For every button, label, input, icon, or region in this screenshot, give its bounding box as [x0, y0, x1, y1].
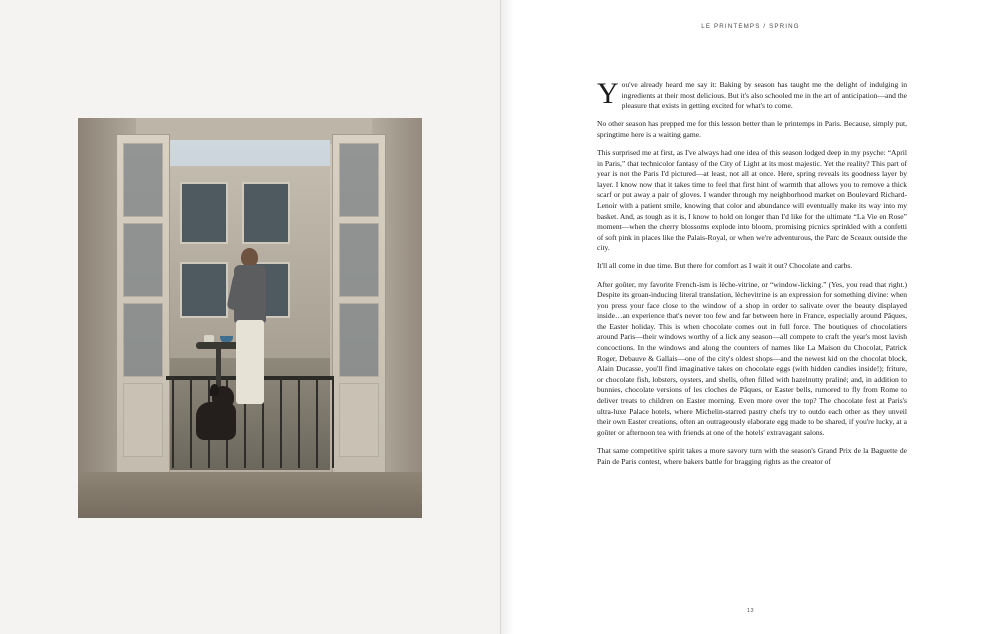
right-page — [500, 0, 1000, 634]
railing-baluster — [190, 376, 192, 468]
door-pane — [123, 223, 163, 297]
dog-ear — [210, 384, 219, 396]
railing-baluster — [298, 376, 300, 468]
paragraph-2: No other season has prepped me for this lesson better than le printemps in Paris. Because, simply put, springtime here is a waiting game. — [597, 119, 907, 139]
railing-baluster — [172, 376, 174, 468]
door-panel — [339, 383, 379, 457]
door-pane — [339, 303, 379, 377]
drop-cap: Y — [597, 77, 619, 110]
person — [230, 248, 270, 408]
french-door-left — [116, 134, 170, 478]
door-pane — [123, 143, 163, 217]
railing-baluster — [280, 376, 282, 468]
paragraph-4: It'll all come in due time. But there for comfort as I wait it out? Chocolate and carbs. — [597, 261, 853, 271]
door-pane — [123, 303, 163, 377]
railing-baluster — [316, 376, 318, 468]
paragraph-text: ou've already heard me say it: Baking by season has taught me the delight of indulging in ingredients at their most delicious. But it's also schooled me in the art of anticipation—and the pleasure that exists in getting excited for what's to come. — [621, 80, 907, 111]
photo-image — [78, 118, 422, 518]
french-door-right — [332, 134, 386, 478]
door-pane — [339, 223, 379, 297]
page-number: 13 — [747, 608, 754, 614]
door-pane — [339, 143, 379, 217]
photograph — [78, 118, 422, 518]
paragraph-1 — [597, 77, 907, 112]
opposite-window — [242, 182, 290, 244]
dog-body — [196, 402, 236, 440]
dog — [196, 386, 240, 442]
paragraph-6: That same competitive spirit takes a more savory turn with the season's Grand Prix de la Baguette de Pain de Paris contest, where bakers battle for bragging rights as the creator of — [597, 445, 907, 466]
running-head: LE PRINTEMPS / SPRING — [701, 23, 800, 30]
paragraph-5: After goûter, my favorite French-ism is lèche-vitrine, or “window-licking.” (Yes, you read that right.) Despite its groan-inducing literal translation, lèchevitrine is an expression for something divine: when you press your face close to the window of a shop in order to salivate over the beauty displayed inside…an experience that's never too few and far between here in France, especially around Pâques, the Easter holiday. This is when chocolate comes out in full force. The boutiques of chocolatiers around Paris—their windows worthy of a lick any season—all compete to craft the year's most lavish concoctions. In the windows and along the counters of names like La Maison du Chocolat, Patrick Roger, Debauve & Gallais—one of the city's oldest shops—and the newest kid on the chocolat block, Alain Ducasse, you'll find imaginative takes on chocolate eggs (with hidden candies inside!); friture, or chocolate fish, lobsters, oysters, and shells, often filled with hazelnutty praliné; and, in addition to bunnies, chocolate versions of les cloches de Pâques, or Easter bells, rumored to fly from Rome to deliver treats to children on Easter morning. Even more over the top? The chocolate fest at Paris's ultra-luxe Palace hotels, where Michelin-starred pastry chefs try to outdo each other as they unveil their own Easter creations, often an outrageously elaborate egg made to be shared, if you're lucky, at a goûter or afternoon tea with friends at one of the hotels' extravagant salons. — [597, 279, 907, 437]
paragraph-3: This surprised me at first, as I've always had one idea of this season lodged deep in my psyche: “April in Paris,” that technicolor fantasy of the City of Light at its most majestic. Yet the reality? This part of year is not the Paris I'd pictured—at least, not all at once. Here, spring reveals its goodness layer by layer. I know now that it takes time to feel that first hint of warmth that allows you to remove a thick scarf or put away a pair of gloves. I wander through my neighborhood market on Boulevard Richard-Lenoir with a patient smile, knowing that color and abundance will eventually make its way into my basket. And, as tough as it is, I know to hold on longer than I'd like for the ultimate “La Vie en Rose” moment—when the cherry blossoms explode into bloom, promising picnics sprinkled with a confetti of soft pink in places like the Palais-Royal, or when we're adventurous, the Parc de Sceaux outside the city. — [597, 147, 907, 253]
body-text-column — [597, 77, 907, 475]
railing-baluster — [332, 376, 334, 468]
door-panel — [123, 383, 163, 457]
floor — [78, 472, 422, 518]
person-legs — [236, 320, 264, 404]
opposite-window — [180, 262, 228, 318]
opposite-window — [180, 182, 228, 244]
